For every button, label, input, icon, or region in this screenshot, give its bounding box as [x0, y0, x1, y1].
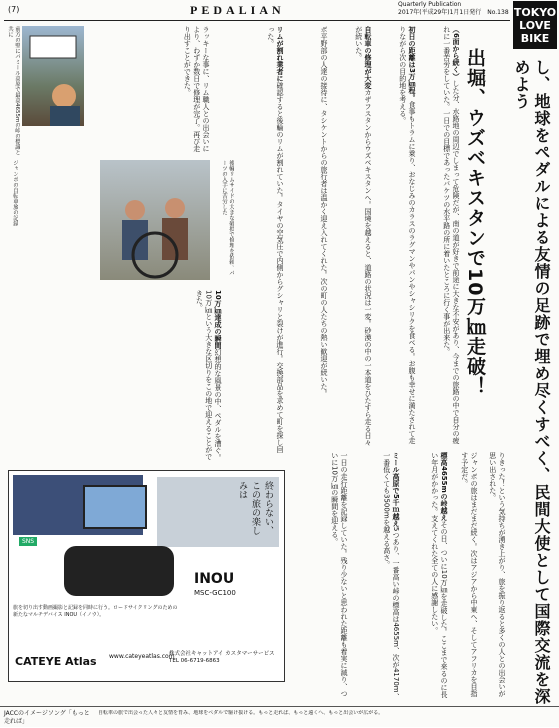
column-text: した分、水路地の周辺でしまって危険だが、南の道が好きで前途に大きな不安があり、今までの旅路の中で自分の疲れに一番苦労をしていた。一日での目標であったバケツの水平路の所に着いたところに行く事が出来た。	[442, 26, 460, 444]
sns-badge: SNS	[19, 537, 37, 546]
ad-phone-screen	[83, 485, 147, 529]
publication-label: Quarterly Publication	[398, 1, 462, 8]
subhead: 自転車の修理が大変	[364, 26, 372, 89]
photo-pass-sign	[22, 26, 84, 126]
column-text: 確認すると後輪のリムが割れていた。タイヤの空気圧で内側からグシャリと裂けが進行。交換部品を求めて町を探し回った。	[266, 26, 284, 453]
article-headline: 出堀、ウズベキスタンで10万㎞走破！	[464, 48, 486, 397]
photo-repair-shop	[100, 160, 210, 280]
column-text: カザフスタンからウズベキスタンへ。国境を越えると、道路の状況は一変。砂漠の中の一本道をひたすら走る日々が続いた。	[354, 26, 372, 446]
ad-website: www.cateyeatlas.com	[109, 653, 175, 660]
corner-logo: TOKYO LOVE BIKE	[513, 1, 557, 49]
article-column	[22, 290, 222, 465]
column-text: 5つあり、一番高い峠の標高は4655m、次が4170m、一番低くても3500mを越える高さ。	[382, 452, 400, 700]
ad-model-number: MSC-GC100	[194, 589, 236, 597]
photo-graphic	[22, 26, 84, 126]
right-strip	[513, 1, 557, 708]
column-text: ラッキーな事に、リム職人との出会いにより、わずか数日で修理が完了。再び走り出すことができた。	[183, 26, 210, 152]
page-number: (7)	[8, 5, 20, 14]
issue-line: 2017年(平成29年)1月1日発行 No.138	[398, 9, 509, 16]
ad-company: 株式会社キャットアイ カスタマーサービス TEL 06-6719-6863	[169, 651, 281, 664]
subhead: 初日の距離は3万㎞程。	[408, 26, 416, 101]
article-column	[240, 26, 284, 456]
column-text: ボ平野部の人達の接待に、タシケントからの旅行者は温かく迎え入れてくれた。次の町の人たちの熱い歓迎が続いた。	[320, 26, 328, 397]
article-column	[450, 452, 478, 702]
column-text: りきった！という気持ちが湧き上がり、旅を振り返ると多くの人との出会いが思い出された。	[488, 452, 506, 697]
tagline: し、地球をペダルによる友情の足跡で埋め尽くすべく、民間大使として国際交流を深めよう	[512, 59, 551, 705]
photo-caption: 前方の壁にパミール高原で最高4655mの峠の標識と共に	[7, 26, 20, 156]
ad-brand: CATEYE Atlas	[15, 655, 97, 668]
publication-info	[398, 1, 509, 17]
article-column	[350, 452, 400, 702]
magazine-title: PEDALIAN	[190, 3, 285, 17]
continued-label: （6面から続く）	[452, 26, 460, 80]
ad-device-image	[64, 546, 174, 596]
photo-caption: 後輪リムサイドの大きな破損で修理を依頼。パーツの入手に苦労した	[221, 160, 234, 276]
subhead: 10万㎞達成の瞬間	[214, 290, 222, 349]
song-title: JACCのイメージソング「もっと走れば」	[4, 710, 90, 725]
column-text: 一日の走行距離を記録していた。残り少ないと思われた距離も着実に減り、ついに10万㎞の瞬間を迎える。	[330, 452, 348, 697]
photo-graphic	[100, 160, 210, 280]
header-rule	[4, 20, 510, 21]
ad-product-name: INOU	[194, 571, 235, 587]
subhead: ミール高原で5千ｍ越え	[392, 452, 400, 527]
article-column	[100, 26, 210, 156]
bottom-bar	[0, 706, 559, 728]
article-column	[402, 452, 448, 702]
article-column	[374, 26, 416, 446]
article-column	[330, 26, 372, 446]
column-text: 幻想的な風景の中、ペダルを漕ぐ。10万㎞という大きな区切りをこの地で迎えることができた。	[195, 290, 222, 461]
ad-tagline: 終わらない、この旅の楽しみは	[157, 477, 279, 547]
article-column	[418, 26, 460, 446]
subhead: リムが割れ業者に	[276, 26, 284, 82]
column-text: 食事もトラムに乗り、おなじみのカラスのラグマンやパンやシャシリクを食べる。お腹も幸せに満たされて走りながら次の目的地を考える。	[398, 26, 416, 444]
cateye-advertisement	[8, 470, 285, 682]
ad-description: 旅を切り出す動画撮影と記録を同時に行う。ロードサイクリングのための新たなマルチデバイス INOU（イノウ）。	[13, 605, 178, 618]
article-column	[480, 452, 506, 702]
song-lyrics: 自転車の旅で出会った人々と友情を育み、地球をペダルで駆け抜ける。もっと走れば、もっと遠くへ、もっと出会いが広がる。	[98, 710, 384, 716]
column-text: その日、ついに10万㎞を走破した。ここまで来るのに長い年月がかかった。支えてくれた全ての人に感謝したい。	[430, 452, 448, 698]
ad-app-panel	[13, 475, 143, 535]
article-column	[288, 452, 348, 702]
page-header	[0, 0, 559, 22]
subhead: 標高4655mの峠越え	[440, 452, 448, 521]
photo-caption: ジャンボの自転車旅の記録	[12, 160, 18, 226]
column-text: ジャンボの旅はまだまだ続く。次はアジアから中東へ、そしてアフリカを目指す予定だ。	[460, 452, 478, 697]
article-column	[286, 26, 328, 446]
